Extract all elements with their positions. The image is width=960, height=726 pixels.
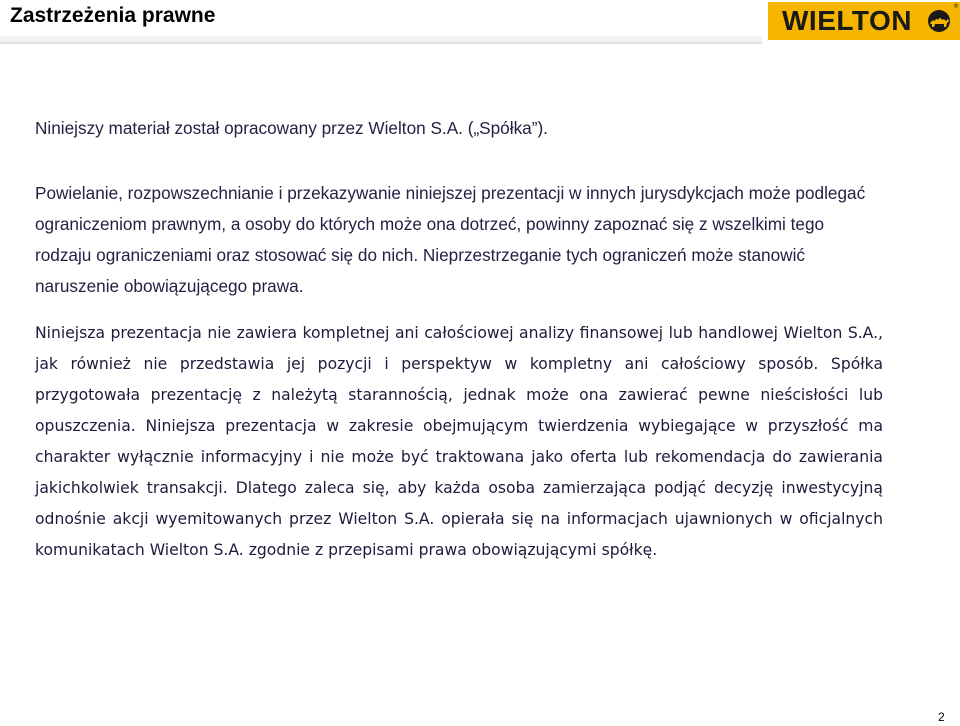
disclaimer-paragraph: Niniejsza prezentacja nie zawiera kompletnej ani całościowej analizy finansowej lub handlowej Wielton S.A., jak również nie przedstawia jej pozycji i perspektyw w kompletny ani całościowy sposób. Spółka przygotowała prezentację z należytą starannością, jednak może ona zawierać pewne nieścisłości lub opuszczenia. Niniejsza prezentacja w zakresie obejmującym twierdzenia wybiegające w przyszłość ma charakter wyłącznie informacyjny i nie może być traktowana jako oferta lub rekomendacja do zawierania jakichkolwiek transakcji. Dlatego zaleca się, aby każda osoba zamierzająca podjąć decyzję inwestycyjną odnośnie akcji wyemitowanych przez Wielton S.A. opierała się na informacjach ujawnionych w oficjalnych komunikatach Wielton S.A. zgodnie z przepisami prawa obowiązującymi spółkę. [35,324,883,559]
restriction-paragraph: Powielanie, rozpowszechnianie i przekazywanie niniejszej prezentacji w innych jurysdykcjach może podlegać ograniczeniom prawnym, a osoby do których może ona dotrzeć, powinny zapoznać się z wszelkimi tego rodzaju ograniczeniami oraz stosować się do nich. Nieprzestrzeganie tych ograniczeń może stanowić naruszenie obowiązującego prawa. [35,183,866,296]
header-divider [0,36,762,44]
page-title: Zastrzeżenia prawne [10,4,216,27]
logo-wordmark: WIELTON [782,5,913,36]
slide-header [0,0,960,48]
registered-mark: ® [953,3,959,10]
wielton-logo [768,2,960,40]
disclaimer-body [35,113,883,566]
intro-paragraph: Niniejszy materiał został opracowany przez Wielton S.A. („Spółka”). [35,118,548,138]
page-number: 2 [938,710,945,724]
camel-icon [923,9,955,33]
